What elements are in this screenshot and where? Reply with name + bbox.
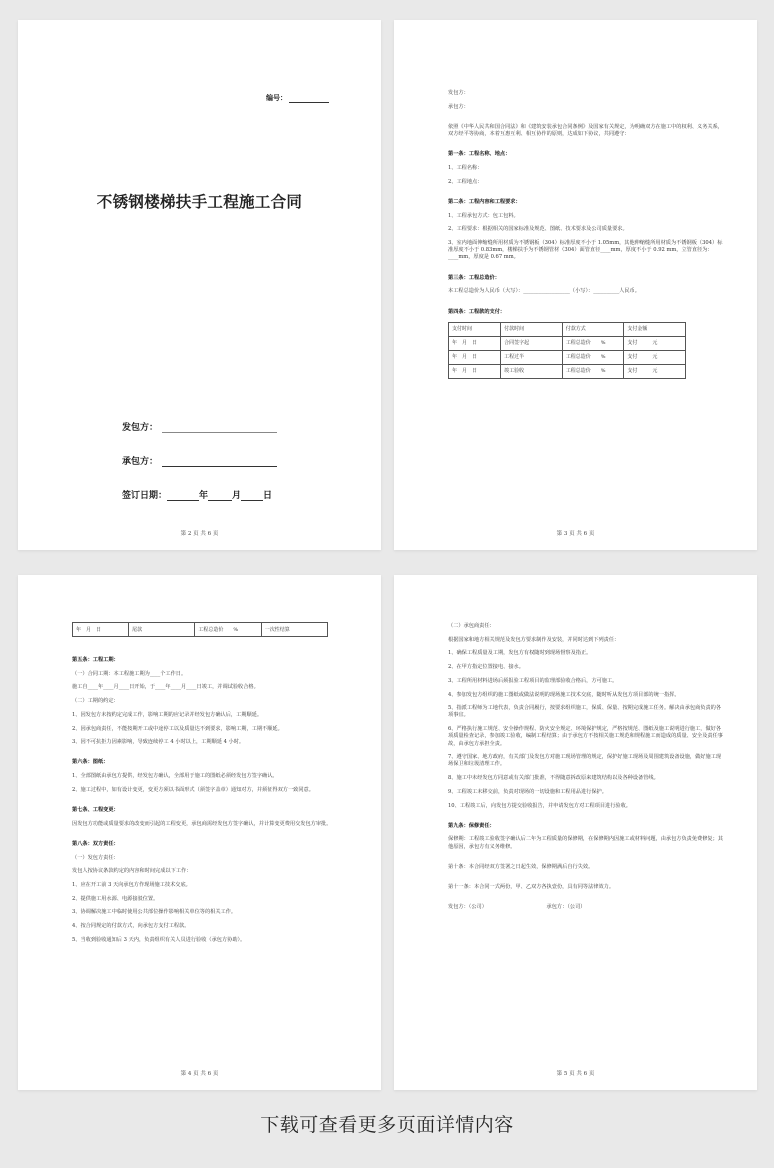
number-blank: [289, 95, 329, 103]
page-3: [394, 20, 757, 550]
number-label: 编号：: [266, 93, 287, 102]
table-cell: 年 月 日: [73, 623, 129, 637]
paragraph: 7、遵守国家、地方政府，有关部门及发包方对施工现场管理的规定，保护好施工现场及周围建筑设备设施，做好施工现场保卫和垃圾清理工作。: [448, 754, 722, 768]
party-a-field: [122, 420, 277, 433]
sign-date-label: 签订日期：: [122, 491, 168, 501]
day-blank: [241, 491, 263, 501]
month-label: 月: [232, 491, 242, 501]
table-cell: 付款方式: [562, 323, 624, 337]
paragraph: 3、因不可抗拒力因素影响，导致连续停工 4 小时以上，工期顺延 4 小时。: [72, 739, 245, 746]
paragraph: 1、因发包方未按约定完成工作，影响工期的应记录并经发包方确认后，工期顺延。: [72, 711, 263, 718]
paragraph: 2、在甲方指定位置接电、接水。: [448, 664, 524, 671]
payment-table-continued: [72, 622, 328, 637]
paragraph: （一）发包方责任：: [72, 854, 119, 861]
paragraph: 因发包方功能或质量要求的改变而引起的工程变更，承包商需经发包方签字确认，并计算变更费用交发包方审批。: [72, 820, 332, 827]
table-row: [449, 351, 686, 365]
paragraph: 承包方：: [448, 103, 469, 110]
section-heading: 第六条：图纸：: [72, 759, 109, 766]
table-cell: 尾款: [129, 623, 195, 637]
paragraph: 2、工程要求：根据相关的国家标准及规范、图纸、技术要求及公司质量要求。: [448, 226, 628, 233]
paragraph: 保修期：工程竣工验收签字确认后二年为工程质量的保修期，在保修期内因施工或材料问题，由承包方负责免费修复；其他原因，承包方有义务维修。: [448, 836, 723, 850]
contract-number: [266, 93, 329, 103]
paragraph: 1、应在开工前 3 天向承包方作现场施工技术交底。: [72, 882, 191, 889]
paragraph: 2、工程地点：: [448, 178, 483, 185]
table-row: [449, 337, 686, 351]
paragraph: 根据国家和地方相关规范及发包方要求制作及安装，并同时达到下列责任：: [448, 636, 620, 643]
table-row: [73, 623, 328, 637]
paragraph: 发包方：（公司） 承包方：（公司）: [448, 904, 586, 911]
table-cell: 支付时间: [449, 323, 501, 337]
page-number: 第 5 页 共 6 页: [556, 1071, 595, 1077]
table-cell: 工程总造价 %: [562, 351, 624, 365]
day-label: 日: [263, 491, 273, 501]
paragraph: 4、按合同规定的付款方式，向承包方支付工程款。: [72, 923, 190, 930]
table-cell: 工程总造价 %: [562, 365, 624, 379]
paragraph: 1、工程名称：: [448, 165, 483, 172]
party-b-label: 承包方：: [122, 457, 159, 467]
table-cell: 合同签字起: [501, 337, 563, 351]
table-cell: 支付金额: [624, 323, 686, 337]
section-heading: 第五条：工程工期：: [72, 657, 119, 663]
paragraph: 2、提供施工用水源、电源接驳位置。: [72, 895, 159, 902]
table-row: [449, 365, 686, 379]
paragraph: 4、参加发包方组织的施工图纸或做法说明的现场施工技术交底，随时听从发包方项目部的统一指挥。: [448, 691, 680, 698]
table-cell: 付款时间: [501, 323, 563, 337]
page-4: [18, 575, 381, 1090]
section-heading: 第二条：工程内容和工程要求：: [448, 198, 521, 205]
table-row: [449, 323, 686, 337]
paragraph: （二）工期的约定：: [72, 698, 119, 705]
table-cell: 支付 元: [624, 337, 686, 351]
section-heading: 第九条：保修责任：: [448, 822, 495, 829]
paragraph: 9、工程竣工未移交前，负责对现场的一切设施和工程用品进行保护。: [448, 788, 607, 795]
section-heading: 第七条、工程变更：: [72, 807, 119, 814]
paragraph: 3、工程所用材料进场后须报验工程项目的监理部验收合格后，方可施工。: [448, 677, 618, 684]
contract-title: 不锈钢楼梯扶手工程施工合同: [96, 192, 303, 211]
table-cell: 支付 元: [624, 365, 686, 379]
table-cell: 工程总造价 %: [562, 337, 624, 351]
payment-table: [448, 322, 686, 379]
page-4-body: [72, 657, 347, 951]
page-3-body: [448, 90, 723, 379]
paragraph: 10、工程竣工后，向发包方提交验收报告，并申请发包方对工程项目进行验收。: [448, 802, 631, 809]
table-cell: 工程总造价 %: [195, 623, 261, 637]
paragraph: 3、协调解决施工中临时使用公共部位操作影响相关单位等的相关工作。: [72, 909, 237, 916]
paragraph: 2、因承包商责任，不能按期开工或中途停工以及质量达不到要求，影响工期，工期不顺延。: [72, 725, 283, 732]
paragraph: （一）合同工期：本工程施工期为____个工作日。: [72, 670, 187, 677]
table-cell: 竣工验收: [501, 365, 563, 379]
year-blank: [167, 491, 199, 501]
paragraph: 1、工程承包方式：包工包料。: [448, 212, 519, 219]
page-cover: [18, 20, 381, 550]
page-5: [394, 575, 757, 1090]
page-number: 第 3 页 共 6 页: [556, 531, 595, 537]
paragraph: 6、严格执行施工规范、安全操作规程、防火安全规定、环境保护规定，严格按规范、图纸及施工说明进行施工，做好各项质量检查记录，参加竣工验收，编制工程结算；由于承包方不按相关施工规范和规程施工而造成的质量、安全及责任事故，由承包方承担全责。: [448, 726, 723, 747]
paragraph: 1、确保工程质量及工期，发包方有权随时到现场督察及指正。: [448, 650, 592, 657]
year-label: 年: [199, 491, 209, 501]
paragraph: 5、当收到验收通知后 3 天内，负责组织有关人员进行验收（承包方协助）。: [72, 936, 246, 943]
table-cell: 支付 元: [624, 351, 686, 365]
party-b-field: [122, 454, 277, 467]
paragraph: 1、全部图纸由承包方提供，经发包方确认，全部用于施工的图纸必须经发包方签字确认。: [72, 773, 278, 780]
table-cell: 年 月 日: [449, 365, 501, 379]
sign-date: [122, 488, 272, 501]
page-5-body: [448, 623, 723, 918]
table-cell: 一次性结算: [261, 623, 327, 637]
month-blank: [208, 491, 232, 501]
party-a-label: 发包方：: [122, 423, 159, 433]
paragraph: 发包人按协议条款约定的内容和时间完成以下工作：: [72, 868, 192, 875]
paragraph: 依照《中华人民共和国合同法》和《建筑安装承包合同条例》及国家有关规定，为明确双方在施工中的权利、义务关系，双方经平等协商，本着互惠互利、相互协作的原则，达成如下协议，共同遵守：: [448, 123, 723, 138]
table-cell: 年 月 日: [449, 351, 501, 365]
paragraph: （二）承包商责任：: [448, 623, 495, 629]
table-cell: 工程过半: [501, 351, 563, 365]
download-caption: 下载可查看更多页面详情内容: [260, 1114, 514, 1136]
section-heading: 第三条：工程总造价：: [448, 274, 500, 281]
paragraph: 发包方：: [448, 90, 469, 96]
section-heading: 第一条：工程名称、地点：: [448, 151, 511, 158]
paragraph: 施工自____年____月____日开始，于____年____月____日竣工，并调试验收合格。: [72, 684, 259, 691]
section-heading: 第八条：双方责任：: [72, 840, 119, 847]
paragraph: 第十一条：本合同一式两份，甲、乙双方各执壹份，具有同等法律效力。: [448, 884, 615, 891]
table-cell: 年 月 日: [449, 337, 501, 351]
paragraph: 本工程总造价为人民币（大写）：__________________（小写）：__________人民币。: [448, 288, 640, 295]
section-heading: 第四条：工程款的支付：: [448, 308, 506, 315]
party-a-blank: [162, 423, 277, 433]
page-number: 第 2 页 共 6 页: [180, 531, 219, 537]
page-number: 第 4 页 共 6 页: [180, 1071, 219, 1077]
paragraph: 3、室内地面伸缩缝所用材质为不锈钢板（304）标准厚度不小于 1.05mm，其他伸缩缝所用材质为不锈钢板（304）标准厚度不小于 0.83mm，楼梯扶手为不锈钢管材（304）面管直径____mm，厚度不小于 0.92 mm，立管直径为：____mm，厚度是 0.67 mm。: [448, 240, 723, 261]
paragraph: 2、施工过程中，如有设计变更，变更方须以书面形式（须签字盖章）通知对方，并须征得双方一致同意。: [72, 786, 314, 793]
paragraph: 第十条：本合同经双方签署之日起生效，保修期满后自行失效。: [448, 863, 594, 870]
party-b-blank: [162, 457, 277, 467]
paragraph: 8、施工中未经发包方同意或有关部门批准，不得随意拆改原来建筑结构以及各种设备管线。: [448, 775, 659, 782]
paragraph: 5、指派工程师为工地代表，负责合同履行，按要求组织施工，保质、保量、按期完成施工任务。解决由承包商负责的各项事宜。: [448, 705, 722, 719]
